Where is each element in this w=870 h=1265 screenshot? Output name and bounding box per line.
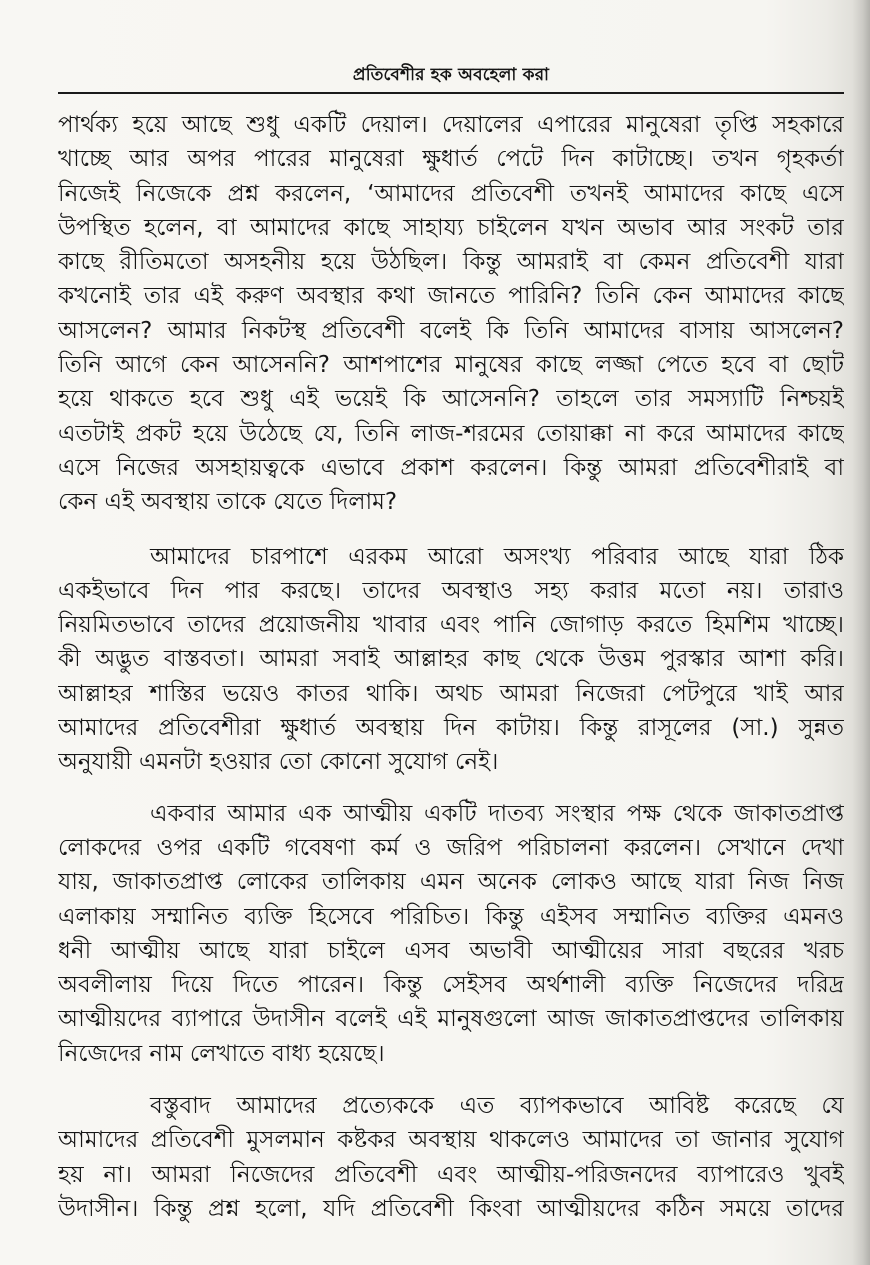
text-line: নিজেদের নাম লেখাতে বাধ্য হয়েছে। <box>58 1040 385 1067</box>
text-line: নিজেই নিজেকে প্রশ্ন করলেন, ‘আমাদের প্রতিবেশী তখনই আমাদের কাছে এসে <box>58 180 844 207</box>
text-line: লোকদের ওপর একটি গবেষণা কর্ম ও জরিপ পরিচালনা করলেন। সেখানে দেখা <box>58 834 844 861</box>
page-edge-shadow <box>852 0 870 1265</box>
text-line: আত্মীয়দের ব্যাপারে উদাসীন বলেই এই মানুষগুলো আজ জাকাতপ্রাপ্তদের তালিকায় <box>58 1006 844 1033</box>
running-header: প্রতিবেশীর হক অবহেলা করা <box>352 65 550 85</box>
text-line: কাছে রীতিমতো অসহনীয় হয়ে উঠছিল। কিন্তু আমরাই বা কেমন প্রতিবেশী যারা <box>58 249 844 276</box>
text-line: খাচ্ছে আর অপর পারের মানুষেরা ক্ষুধার্ত পেটে দিন কাটাচ্ছে। তখন গৃহকর্তা <box>58 146 844 173</box>
text-line: আসলেন? আমার নিকটস্থ প্রতিবেশী বলেই কি তিনি আমাদের বাসায় আসলেন? <box>58 317 844 344</box>
text-line: হয়ে থাকতে হবে শুধু এই ভয়েই কি আসেননি? তাহলে তার সমস্যাটি নিশ্চয়ই <box>58 386 844 413</box>
paragraph-2 <box>58 540 844 780</box>
paragraph-spacer <box>58 780 844 797</box>
paragraph-spacer <box>58 1071 844 1089</box>
text-line: আমাদের চারপাশে এরকম আরো অসংখ্য পরিবার আছে যারা ঠিক <box>150 543 844 570</box>
text-line: পার্থক্য হয়ে আছে শুধু একটি দেয়াল। দেয়ালের এপারের মানুষেরা তৃপ্তি সহকারে <box>58 112 844 138</box>
text-line: কেন এই অবস্থায় তাকে যেতে দিলাম? <box>58 489 398 516</box>
text-line: তিনি আগে কেন আসেননি? আশপাশের মানুষের কাছে লজ্জা পেতে হবে বা ছোট <box>58 352 844 379</box>
text-line: আমাদের প্রতিবেশীরা ক্ষুধার্ত অবস্থায় দিন কাটায়। কিন্তু রাসূলের (সা.) সুন্নত <box>58 715 844 742</box>
text-line: কখনোই তার এই করুণ অবস্থার কথা জানতে পারিনি? তিনি কেন আমাদের কাছে <box>58 283 844 310</box>
paragraph-3 <box>58 797 844 1071</box>
header-rule <box>58 92 844 94</box>
text-line: উদাসীন। কিন্তু প্রশ্ন হলো, যদি প্রতিবেশী কিংবা আত্মীয়দের কঠিন সময়ে তাদের <box>58 1195 844 1222</box>
text-line: এলাকায় সম্মানিত ব্যক্তি হিসেবে পরিচিত। কিন্তু এইসব সম্মানিত ব্যক্তির এমনও <box>58 903 844 930</box>
paragraph-4 <box>58 1089 844 1226</box>
paragraph-1 <box>58 108 844 520</box>
text-line: এসে নিজের অসহায়ত্বকে এভাবে প্রকাশ করলেন। কিন্তু আমরা প্রতিবেশীরাই বা <box>58 454 844 481</box>
text-line: একবার আমার এক আত্মীয় একটি দাতব্য সংস্থার পক্ষ থেকে জাকাতপ্রাপ্ত <box>150 800 844 827</box>
text-line: আল্লাহর শাস্তির ভয়েও কাতর থাকি। অথচ আমরা নিজেরা পেটপুরে খাই আর <box>58 680 844 707</box>
text-line: ধনী আত্মীয় আছে যারা চাইলে এসব অভাবী আত্মীয়ের সারা বছরের খরচ <box>58 937 844 964</box>
text-line: নিয়মিতভাবে তাদের প্রয়োজনীয় খাবার এবং পানি জোগাড় করতে হিমশিম খাচ্ছে। <box>58 612 844 639</box>
text-line: হয় না। আমরা নিজেদের প্রতিবেশী এবং আত্মীয়-পরিজনদের ব্যাপারেও খুবই <box>58 1161 844 1188</box>
paragraph-spacer <box>58 520 844 540</box>
text-line: একইভাবে দিন পার করছে। তাদের অবস্থাও সহ্য করার মতো নয়। তারাও <box>58 577 844 604</box>
text-line: উপস্থিত হলেন, বা আমাদের কাছে সাহায্য চাইলেন যখন অভাব আর সংকট তার <box>58 214 844 241</box>
text-line: বস্তুবাদ আমাদের প্রত্যেককে এত ব্যাপকভাবে আবিষ্ট করেছে যে <box>150 1093 844 1120</box>
text-line: অনুযায়ী এমনটা হওয়ার তো কোনো সুযোগ নেই। <box>58 749 499 776</box>
body-text <box>58 108 844 1226</box>
text-line: এতটাই প্রকট হয়ে উঠেছে যে, তিনি লাজ-শরমের তোয়াক্কা না করে আমাদের কাছে <box>58 420 844 447</box>
text-line: অবলীলায় দিয়ে দিতে পারেন। কিন্তু সেইসব অর্থশালী ব্যক্তি নিজেদের দরিদ্র <box>58 972 844 999</box>
text-line: আমাদের প্রতিবেশী মুসলমান কষ্টকর অবস্থায় থাকলেও আমাদের তা জানার সুযোগ <box>58 1127 844 1154</box>
text-line: যায়, জাকাতপ্রাপ্ত লোকের তালিকায় এমন অনেক লোকও আছে যারা নিজ নিজ <box>58 869 844 896</box>
text-line: কী অদ্ভুত বাস্তবতা। আমরা সবাই আল্লাহর কাছ থেকে উত্তম পুরস্কার আশা করি। <box>58 646 844 673</box>
